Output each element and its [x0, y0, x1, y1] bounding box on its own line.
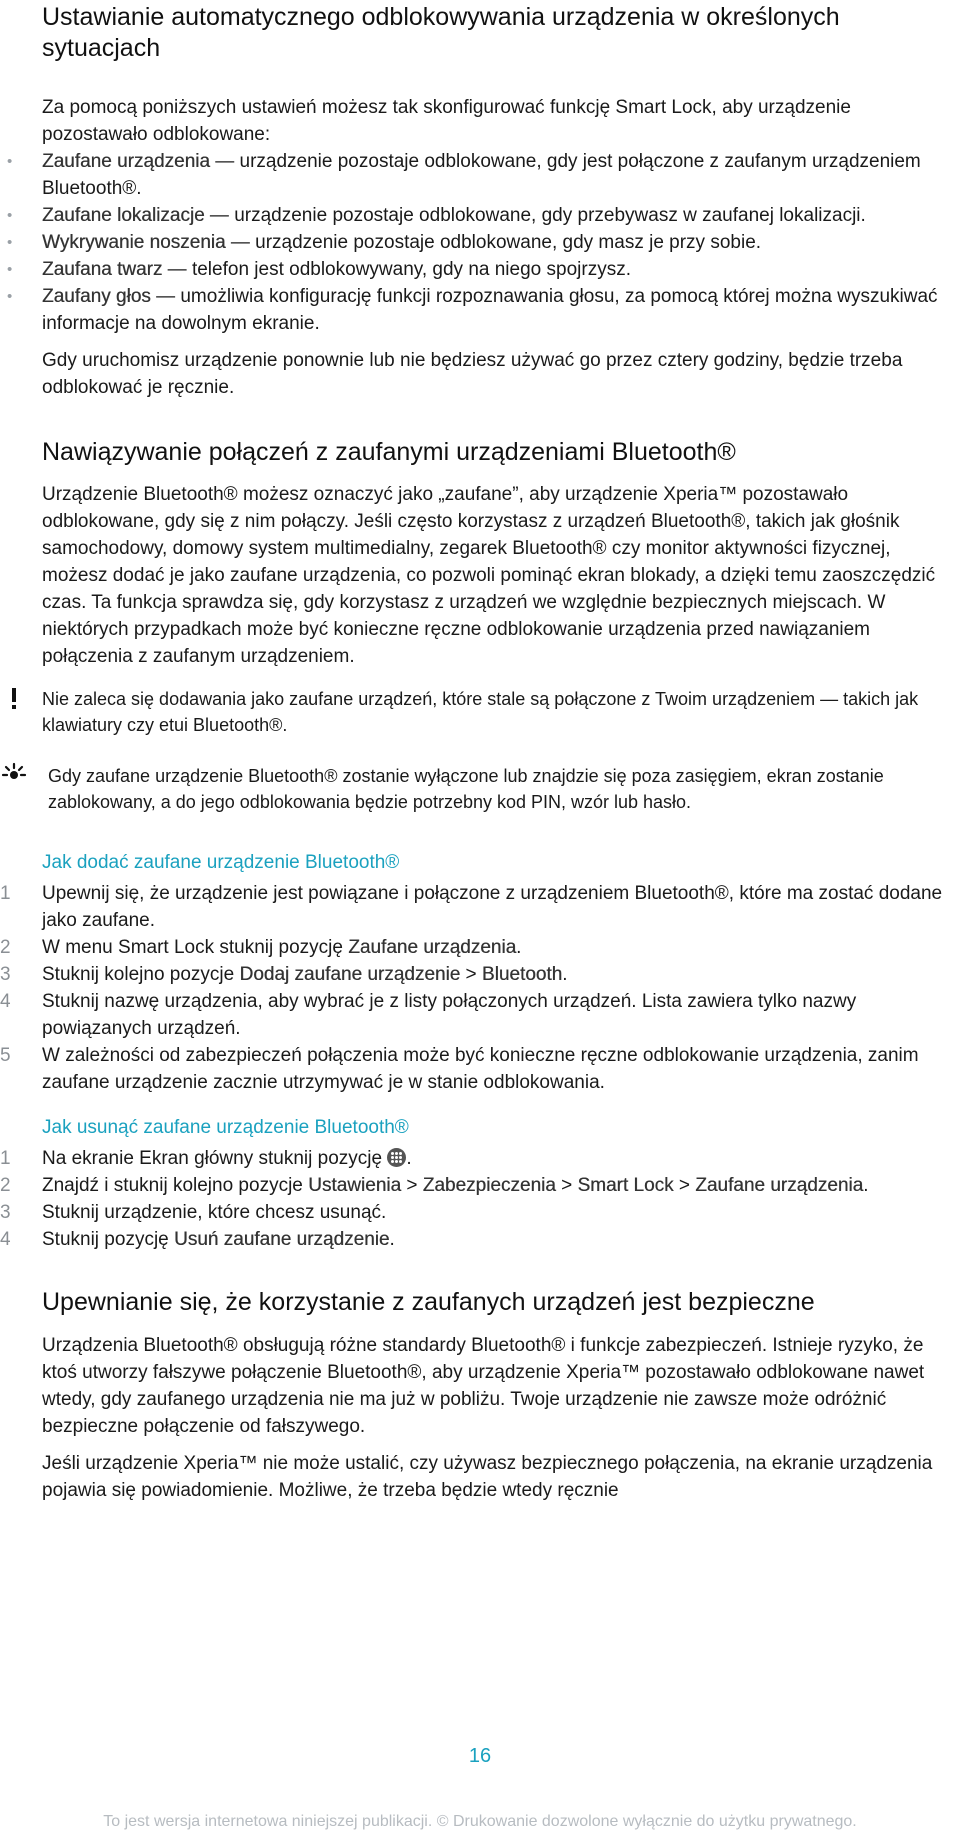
step-number: 2 — [0, 937, 11, 958]
step-text: Stuknij pozycję — [42, 1229, 175, 1250]
ui-term: Zaufane urządzenia — [695, 1175, 864, 1196]
section-title-bluetooth: Nawiązywanie połączeń z zaufanymi urządzeniami Bluetooth® — [42, 438, 736, 466]
step-number: 1 — [0, 1148, 11, 1169]
step-text: . — [406, 1148, 412, 1169]
smart-lock-options-list — [7, 148, 952, 337]
step-text: > — [673, 1175, 696, 1196]
step-text: Stuknij kolejno pozycje — [42, 964, 240, 985]
ui-term: Dodaj zaufane urządzenie — [239, 964, 461, 985]
step-number: 1 — [0, 883, 11, 904]
step-text: Na ekranie Ekran główny stuknij pozycję — [42, 1148, 388, 1169]
exclamation-icon — [0, 684, 30, 714]
step-item — [0, 1199, 952, 1226]
tip-text: Gdy zaufane urządzenie Bluetooth® zostanie wyłączone lub znajdzie się poza zasięgiem, ekran zostanie zablokowany, a do jego odblokowania będzie potrzebny kod PIN, wzór lub hasło. — [48, 766, 884, 812]
step-number: 2 — [0, 1175, 11, 1196]
step-text: Upewnij się, że urządzenie jest powiązane i połączone z urządzeniem Bluetooth®, które ma zostać dodane jako zaufane. — [42, 883, 943, 931]
list-item — [7, 202, 952, 229]
step-number: 4 — [0, 1229, 11, 1250]
step-text: > — [460, 964, 482, 985]
option-text: — urządzenie pozostaje odblokowane, gdy przebywasz w zaufanej lokalizacji. — [204, 205, 866, 226]
step-text: . — [516, 937, 522, 958]
bluetooth-paragraph: Urządzenie Bluetooth® możesz oznaczyć jako „zaufane”, aby urządzenie Xperia™ pozostawało odblokowane, gdy się z nim połączy. Jeśli często korzystasz z urządzeń Bluetooth®, takich jak głośnik samochodowy, domowy system multimedialny, zegarek Bluetooth® czy monitor aktywności fizycznej, możesz dodać je jako zaufane urządzenia, co pozwoli pominąć ekran blokady, a dzięki temu zaoszczędzić czas. Ta funkcja sprawdza się, gdy korzystasz z urządzeń we względnie bezpiecznych miejscach. W niektórych przypadkach może być konieczne ręczne odblokowanie urządzenia przed nawiązaniem połączenia z zaufanym urządzeniem. — [42, 484, 936, 667]
list-item — [7, 256, 952, 283]
outro-paragraph: Gdy uruchomisz urządzenie ponownie lub nie będziesz używać go przez cztery godziny, będzie trzeba odblokować je ręcznie. — [42, 350, 903, 398]
list-item — [7, 148, 952, 202]
page-number: 16 — [468, 1745, 492, 1767]
step-text: Znajdź i stuknij kolejno pozycje — [42, 1175, 309, 1196]
step-text: . — [562, 964, 568, 985]
list-item — [7, 283, 952, 337]
warning-text: Nie zaleca się dodawania jako zaufane urządzeń, które stale są połączone z Twoim urządzeniem — takich jak klawiatury czy etui Bluetooth®. — [42, 689, 919, 735]
step-text: > — [555, 1175, 578, 1196]
ui-term: Ustawienia — [308, 1175, 402, 1196]
step-item — [0, 961, 952, 988]
step-text: . — [389, 1229, 395, 1250]
tip-note — [42, 763, 952, 815]
step-item — [0, 934, 952, 961]
section-title-smart-lock: Ustawianie automatycznego odblokowywania urządzenia w określonych sytuacjach — [42, 3, 840, 62]
remove-trusted-device-heading: Jak usunąć zaufane urządzenie Bluetooth® — [42, 1117, 409, 1138]
step-text: . — [863, 1175, 869, 1196]
step-item — [0, 1042, 952, 1096]
security-paragraph-2: Jeśli urządzenie Xperia™ nie może ustalić, czy używasz bezpiecznego połączenia, na ekranie urządzenia pojawia się powiadomienie. Możliwe, że trzeba będzie wtedy ręcznie — [42, 1453, 933, 1501]
option-term: Zaufany głos — [42, 286, 151, 307]
step-item — [0, 1145, 952, 1172]
list-item — [7, 229, 952, 256]
option-term: Wykrywanie noszenia — [42, 232, 226, 253]
option-text: — urządzenie pozostaje odblokowane, gdy masz je przy sobie. — [225, 232, 762, 253]
step-text: W zależności od zabezpieczeń połączenia może być konieczne ręczne odblokowanie urządzenia, zanim zaufane urządzenie zacznie utrzymywać je w stanie odblokowania. — [42, 1045, 919, 1093]
ui-term: Usuń zaufane urządzenie — [174, 1229, 390, 1250]
step-number: 5 — [0, 1045, 11, 1066]
option-text: — umożliwia konfigurację funkcji rozpoznawania głosu, za pomocą której można wyszukiwać informacje na dowolnym ekranie. — [42, 286, 938, 334]
step-text: > — [401, 1175, 423, 1196]
step-item — [0, 1172, 952, 1199]
option-term: Zaufane lokalizacje — [42, 205, 205, 226]
ui-term: Zaufane urządzenia — [348, 937, 517, 958]
bullet-icon: • — [7, 288, 13, 305]
option-text: — telefon jest odblokowywany, gdy na niego spojrzysz. — [162, 259, 631, 280]
ui-term: Bluetooth — [481, 964, 563, 985]
step-text: Stuknij urządzenie, które chcesz usunąć. — [42, 1202, 387, 1223]
lightbulb-icon — [0, 761, 30, 791]
option-term: Zaufana twarz — [42, 259, 163, 280]
warning-note — [42, 686, 952, 738]
remove-trusted-device-steps — [0, 1145, 952, 1253]
security-paragraph-1: Urządzenia Bluetooth® obsługują różne standardy Bluetooth® i funkcje zabezpieczeń. Istnieje ryzyko, że ktoś utworzy fałszywe połączenie Bluetooth®, aby urządzenie Xperia™ pozostawało odblokowane nawet wtedy, gdy zaufanego urządzenia nie ma już w pobliżu. Twoje urządzenie nie zawsze może odróżnić bezpieczne połączenie od fałszywego. — [42, 1335, 925, 1437]
app-screen-icon — [387, 1148, 406, 1167]
ui-term: Zabezpieczenia — [422, 1175, 556, 1196]
bullet-icon: • — [7, 153, 13, 170]
add-trusted-device-heading: Jak dodać zaufane urządzenie Bluetooth® — [42, 852, 400, 873]
footer-note: To jest wersja internetowa niniejszej publikacji. © Drukowanie dozwolone wyłącznie do użytku prywatnego. — [103, 1813, 857, 1830]
bullet-icon: • — [7, 261, 13, 278]
section-title-security: Upewnianie się, że korzystanie z zaufanych urządzeń jest bezpieczne — [42, 1288, 815, 1316]
step-text: Stuknij nazwę urządzenia, aby wybrać je z listy połączonych urządzeń. Lista zawiera tylko nazwy powiązanych urządzeń. — [42, 991, 857, 1039]
option-text: — urządzenie pozostaje odblokowane, gdy jest połączone z zaufanym urządzeniem Bluetooth®. — [42, 151, 921, 199]
step-number: 3 — [0, 1202, 11, 1223]
bullet-icon: • — [7, 207, 13, 224]
bullet-icon: • — [7, 234, 13, 251]
step-item — [0, 988, 952, 1042]
step-text: W menu Smart Lock stuknij pozycję — [42, 937, 349, 958]
ui-term: Smart Lock — [577, 1175, 674, 1196]
intro-paragraph: Za pomocą poniższych ustawień możesz tak skonfigurować funkcję Smart Lock, aby urządzenie pozostawało odblokowane: — [42, 97, 851, 145]
option-term: Zaufane urządzenia — [42, 151, 210, 172]
step-number: 4 — [0, 991, 11, 1012]
add-trusted-device-steps — [0, 880, 952, 1096]
step-item — [0, 880, 952, 934]
step-number: 3 — [0, 964, 11, 985]
step-item — [0, 1226, 952, 1253]
